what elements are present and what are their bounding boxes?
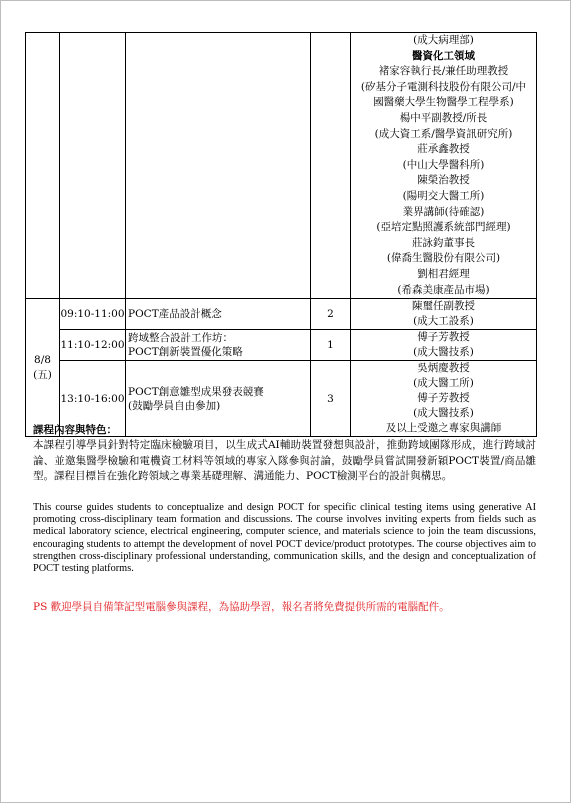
speaker-line: 莊承鑫教授 (417, 143, 470, 156)
topic-line: POCT創意雛型成果發表競賽 (128, 385, 264, 398)
speaker-line: (希森美康產品市場) (397, 283, 490, 296)
topic-line: 跨域整合設計工作坊： (128, 332, 233, 345)
date-cell-empty (26, 33, 60, 299)
speaker-line: (中山大學醫科所) (402, 158, 485, 171)
ps-note: PS 歡迎學員自備筆記型電腦參與課程，為協助學習，報名者將免費提供所需的電腦配件。 (33, 601, 450, 613)
session-time: 13:10-16:00 (60, 361, 126, 437)
table-row (26, 33, 537, 299)
time-cell-empty (60, 33, 126, 299)
speaker-line: (矽基分子電測科技股份有限公司/中 (360, 80, 527, 93)
session-topic (126, 299, 311, 330)
session-topic (126, 330, 311, 361)
speaker-line: (成大資工系/醫學資訊研究所) (374, 127, 513, 140)
course-description-en: This course guides students to conceptualize and design POCT for specific clinical testing items using generative AI promoting cross-disciplinary team formation and discussions. The course involves inviting experts from fields such as medical laboratory science, electrical engineering, computer science, and materials science to join the team discussions, encouraging students to attempt the development of novel POCT device/product prototypes. The course objectives aim to strengthen cross-disciplinary professional understanding, communication skills, and the design and conceptualization of POCT testing platforms. (33, 502, 536, 575)
speaker-line: 褚家容執行長/兼任助理教授 (378, 65, 509, 78)
table-row (26, 330, 537, 361)
speaker-line: (成大醫技系) (413, 346, 474, 359)
session-speakers (351, 330, 537, 361)
speaker-line: (成大醫技系) (413, 407, 474, 420)
topic-line: (鼓勵學員自由參加) (128, 399, 221, 412)
course-description-zh: 本課程引導學員針對特定臨床檢驗項目，以生成式AI輔助裝置發想與設計，推動跨域團隊形成，進行跨域討論、並邀集醫學檢驗和電機資工材料等領域的專家入隊參與討論，鼓勵學員嘗試開發新穎POCT裝置/商品雛型。課程目標旨在強化跨領域之專業基礎理解、溝通能力、POCT檢測平台的設計與構思。 (33, 439, 536, 482)
speaker-line: 傅子芳教授 (417, 392, 470, 405)
speaker-line: 陳榮治教授 (417, 174, 470, 187)
speaker-line: 吳炳慶教授 (417, 362, 470, 375)
hours-cell-empty (311, 33, 351, 299)
session-hours: 3 (311, 361, 351, 437)
topic-line: POCT產品設計概念 (128, 308, 222, 321)
schedule-table (25, 32, 537, 437)
speaker-line: 楊中平副教授/所長 (399, 111, 488, 124)
session-hours: 2 (311, 299, 351, 330)
speaker-line: 莊詠鈞董事長 (412, 236, 475, 249)
speaker-list-cell (351, 33, 537, 299)
speaker-line: (成大醫工所) (413, 377, 474, 390)
speaker-line: (成大病理部) (413, 34, 474, 46)
speaker-line: (亞培定點照護系統部門經理) (376, 221, 511, 234)
topic-line: POCT創新裝置優化策略 (128, 346, 243, 359)
speaker-line: 業界講師(待確認) (402, 205, 485, 218)
session-time: 09:10-11:00 (60, 299, 126, 330)
speaker-line: (成大工設系) (413, 315, 474, 328)
speaker-line: 劉相君經理 (417, 267, 470, 280)
date-weekday: (五) (33, 368, 52, 381)
speaker-line: (偉喬生醫股份有限公司) (386, 252, 501, 265)
date-day: 8/8 (34, 353, 51, 366)
speaker-line: 傅子芳教授 (417, 331, 470, 344)
session-time: 11:10-12:00 (60, 330, 126, 361)
course-description-heading: 課程內容與特色： (33, 424, 117, 436)
speaker-line: 陳璽任副教授 (412, 300, 475, 313)
session-speakers (351, 299, 537, 330)
session-hours: 1 (311, 330, 351, 361)
date-cell (26, 299, 60, 437)
speaker-line: 國醫藥大學生物醫學工程學系) (373, 96, 514, 109)
speaker-line: 及以上受邀之專家與講師 (385, 422, 502, 435)
table-row (26, 299, 537, 330)
speaker-line: (陽明交大醫工所) (402, 189, 485, 202)
topic-cell-empty (126, 33, 311, 299)
domain-heading: 醫資化工領域 (412, 49, 475, 62)
